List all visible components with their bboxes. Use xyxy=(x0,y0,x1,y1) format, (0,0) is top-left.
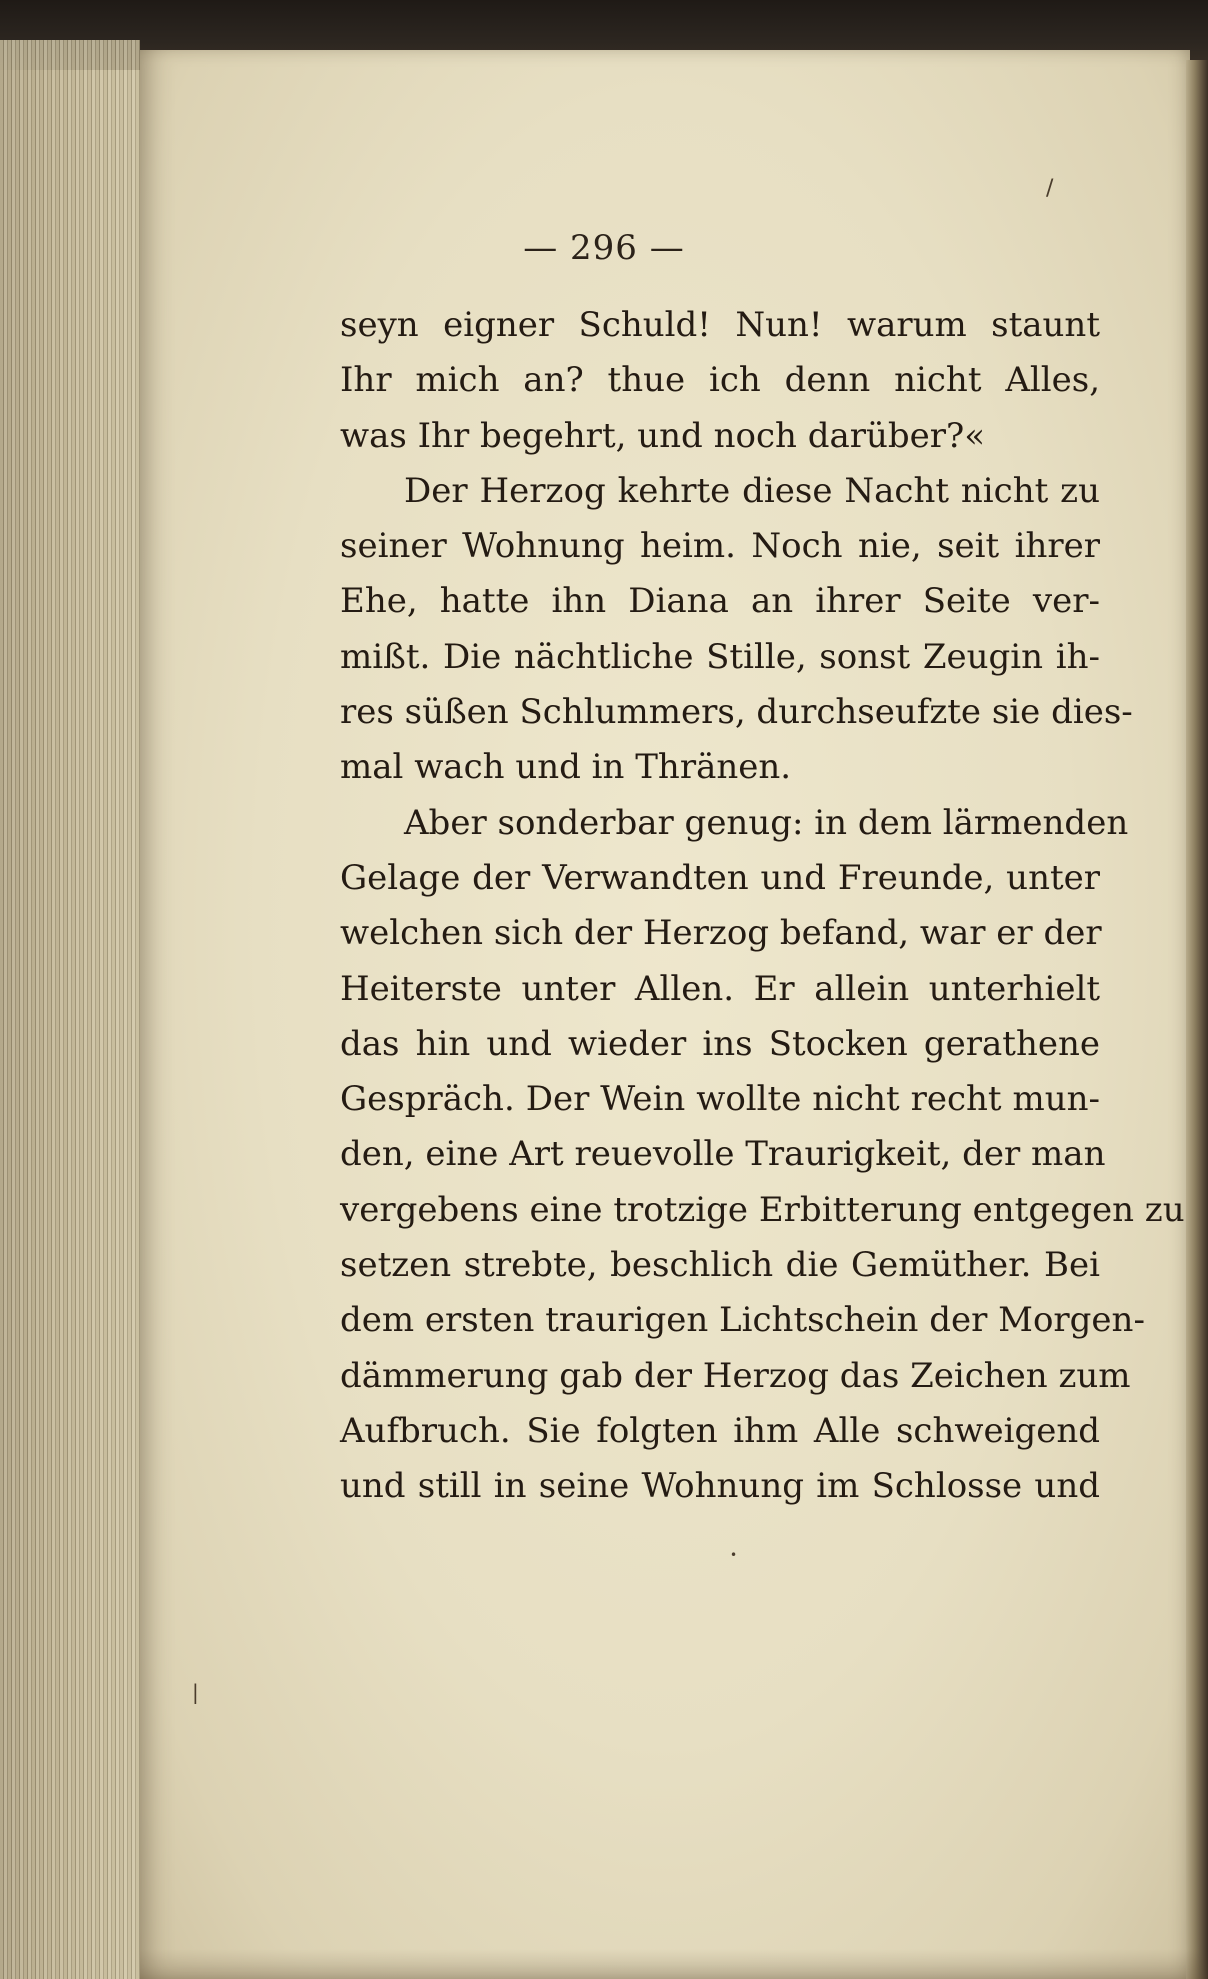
text-line: was Ihr begehrt, und noch darüber?« xyxy=(340,415,986,456)
text-line: Ihr mich an? thue ich denn nicht Alles, xyxy=(340,360,1100,401)
text-line: das hin und wieder ins Stocken gerathene xyxy=(340,1023,1100,1064)
text-line: Aber sonderbar genug: in dem lärmenden xyxy=(404,802,1129,843)
text-line: welchen sich der Herzog befand, war er der xyxy=(340,913,1102,954)
page-stack-edges xyxy=(0,40,140,1979)
text-line: vergebens eine trotzige Erbitterung entgegen zu xyxy=(340,1189,1185,1230)
text-line: dem ersten traurigen Lichtschein der Morgen- xyxy=(340,1300,1145,1341)
text-line: seyn eigner Schuld! Nun! warum staunt xyxy=(340,305,1100,345)
bottom-shadow xyxy=(140,1949,1208,1979)
text-line: dämmerung gab der Herzog das Zeichen zum xyxy=(340,1355,1131,1396)
text-line: res süßen Schlummers, durchseufzte sie dies- xyxy=(340,692,1133,733)
text-line: Aufbruch. Sie folgten ihm Alle schweigend xyxy=(340,1410,1100,1451)
right-binding-edge xyxy=(1186,60,1208,1979)
text-line: Gelage der Verwandten und Freunde, unter xyxy=(340,857,1100,898)
ink-speck: | xyxy=(192,1680,199,1704)
page-number: — 296 — xyxy=(523,228,685,268)
ink-speck: • xyxy=(730,1548,738,1562)
text-line: Ehe, hatte ihn Diana an ihrer Seite ver- xyxy=(340,581,1100,622)
text-line: Gespräch. Der Wein wollte nicht recht mun- xyxy=(340,1079,1100,1120)
text-line: Heiterste unter Allen. Er allein unterhielt xyxy=(340,968,1100,1009)
body-text xyxy=(340,298,1185,1515)
text-line: mißt. Die nächtliche Stille, sonst Zeugin ih- xyxy=(340,636,1100,677)
text-line: seiner Wohnung heim. Noch nie, seit ihrer xyxy=(340,526,1100,567)
text-line: und still in seine Wohnung im Schlosse und xyxy=(340,1466,1100,1507)
ink-speck: / xyxy=(1046,176,1054,201)
text-line: mal wach und in Thränen. xyxy=(340,747,792,788)
text-line: den, eine Art reuevolle Traurigkeit, der man xyxy=(340,1134,1106,1175)
text-line: Der Herzog kehrte diese Nacht nicht zu xyxy=(404,470,1100,511)
text-line: setzen strebte, beschlich die Gemüther. Bei xyxy=(340,1245,1100,1286)
